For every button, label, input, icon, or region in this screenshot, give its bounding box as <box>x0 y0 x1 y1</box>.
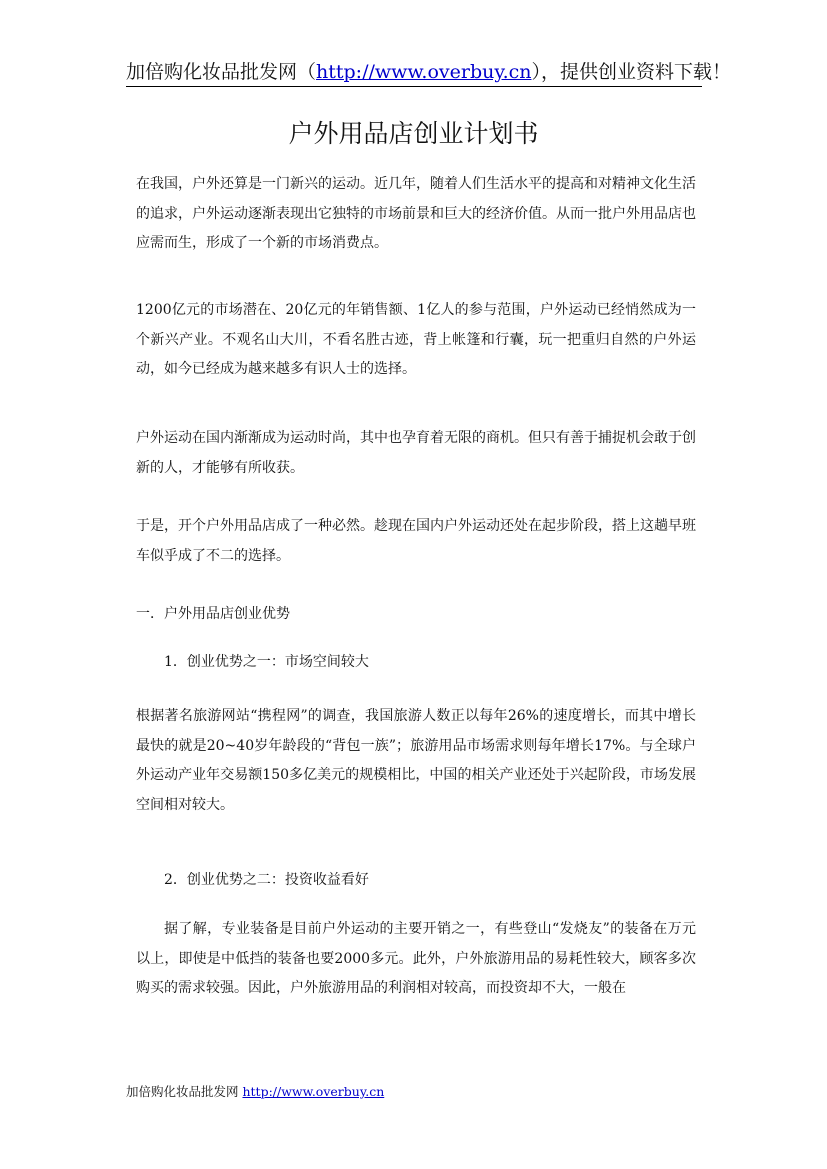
section-heading-advantages: 一．户外用品店创业优势 <box>136 606 290 622</box>
header-suffix: ），提供创业资料下载！ <box>531 61 732 83</box>
header-link[interactable]: http://www.overbuy.cn <box>316 61 532 83</box>
paragraph-market-size: 1200亿元的市场潜在、20亿元的年销售额、1亿人的参与范围，户外运动已经悄然成为一个新兴产业。不观名山大川，不看名胜古迹，背上帐篷和行囊，玩一把重归自然的户外运动，如今已经成为越来越多有识人士的选择。 <box>136 302 696 378</box>
header-prefix: 加倍购化妆品批发网（ <box>126 61 317 83</box>
paragraph-advantage-2: 据了解，专业装备是目前户外运动的主要开销之一，有些登山“发烧友”的装备在万元以上，即使是中低挡的装备也要2000多元。此外，户外旅游用品的易耗性较大，顾客多次购买的需求较强。因此，户外旅游用品的利润相对较高，而投资却不大，一般在 <box>136 921 696 997</box>
footer-link[interactable]: http://www.overbuy.cn <box>242 1084 385 1099</box>
paragraph-trend: 户外运动在国内渐渐成为运动时尚，其中也孕育着无限的商机。但只有善于捕捉机会敢于创新的人，才能够有所收获。 <box>136 430 696 476</box>
paragraph-opportunity: 于是，开个户外用品店成了一种必然。趁现在国内户外运动还处在起步阶段，搭上这趟早班车似乎成了不二的选择。 <box>136 518 696 564</box>
document-title: 户外用品店创业计划书 <box>288 119 539 148</box>
page-header <box>126 58 732 87</box>
page-footer <box>126 1082 384 1100</box>
footer-prefix: 加倍购化妆品批发网 <box>126 1084 243 1099</box>
subheading-advantage-1: 1．创业优势之一：市场空间较大 <box>164 654 369 670</box>
paragraph-intro: 在我国，户外还算是一门新兴的运动。近几年，随着人们生活水平的提高和对精神文化生活的追求，户外运动逐渐表现出它独特的市场前景和巨大的经济价值。从而一批户外用品店也应需而生，形成了一个新的市场消费点。 <box>136 176 696 252</box>
subheading-advantage-2: 2．创业优势之二：投资收益看好 <box>164 872 369 888</box>
paragraph-advantage-1: 根据著名旅游网站“携程网”的调查，我国旅游人数正以每年26%的速度增长，而其中增长最快的就是20~40岁年龄段的“背包一族”；旅游用品市场需求则每年增长17%。与全球户外运动产业年交易额150多亿美元的规模相比，中国的相关产业还处于兴起阶段，市场发展空间相对较大。 <box>136 708 696 813</box>
